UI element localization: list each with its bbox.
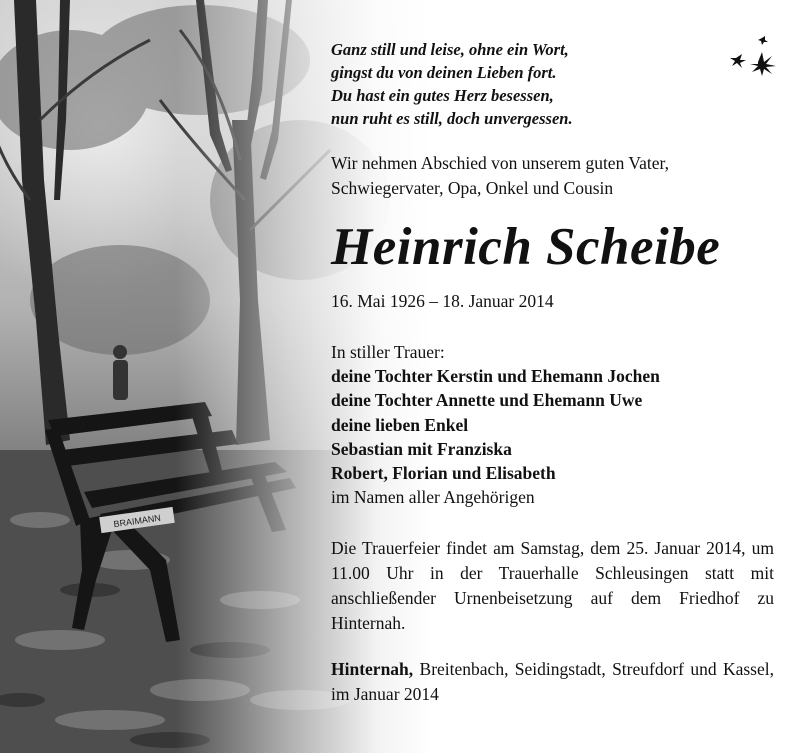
mourner-line: deine Tochter Kerstin und Ehemann Jochen	[331, 366, 660, 387]
deceased-name: Heinrich Scheibe	[331, 218, 721, 276]
place-rest: Breitenbach, Seidingstadt, Streufdorf und Kassel, im Januar 2014	[331, 659, 774, 704]
funeral-notice: Die Trauerfeier findet am Samstag, dem 25. Januar 2014, um 11.00 Uhr in der Trauerhalle Schleusingen statt mit anschließender Urnenbeisetzung auf dem Friedhof zu Hinternah.	[331, 538, 774, 633]
poem-line: Ganz still und leise, ohne ein Wort,	[331, 40, 569, 59]
life-dates: 16. Mai 1926 – 18. Januar 2014	[331, 291, 554, 311]
memorial-poem	[331, 38, 573, 130]
poem-line: Du hast ein gutes Herz besessen,	[331, 86, 554, 105]
mourner-line: deine lieben Enkel	[331, 414, 469, 435]
mourner-line: Robert, Florian und Elisabeth	[331, 463, 556, 484]
place-and-date	[331, 657, 774, 707]
mourners-list	[331, 340, 660, 509]
place-name: Hinternah,	[331, 659, 414, 679]
mourners-closing: im Namen aller Angehörigen	[331, 487, 535, 508]
mourner-line: Sebastian mit Franziska	[331, 438, 512, 459]
farewell-intro	[331, 151, 669, 201]
falling-leaves-icon	[728, 36, 778, 76]
mourner-line: deine Tochter Annette und Ehemann Uwe	[331, 390, 643, 411]
intro-line: Schwiegervater, Opa, Onkel und Cousin	[331, 178, 614, 198]
poem-line: nun ruht es still, doch unvergessen.	[331, 109, 573, 128]
poem-line: gingst du von deinen Lieben fort.	[331, 63, 557, 82]
mourners-heading: In stiller Trauer:	[331, 342, 445, 362]
intro-line: Wir nehmen Abschied von unserem guten Vater,	[331, 153, 669, 173]
